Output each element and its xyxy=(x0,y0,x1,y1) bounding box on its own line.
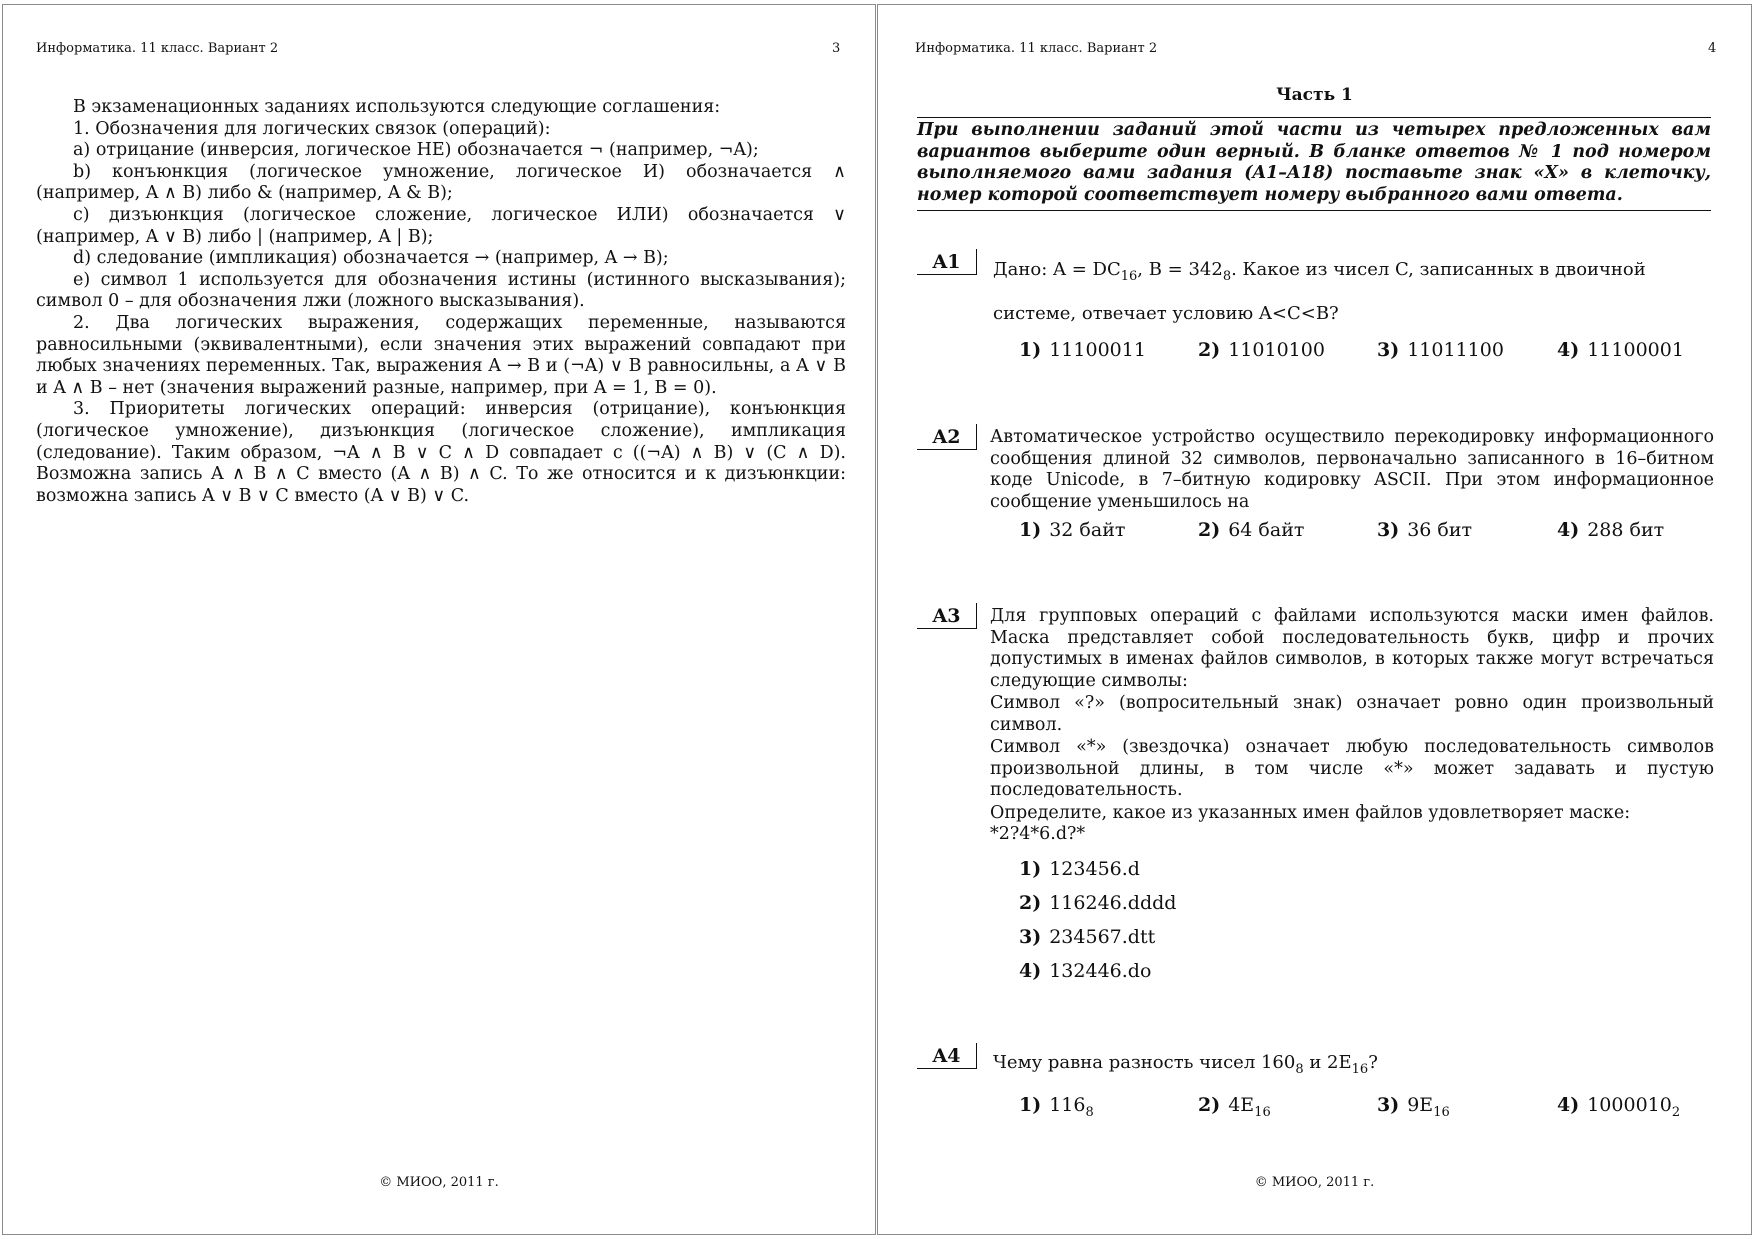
a3-paragraph: Символ «*» (звездочка) означает любую последовательность символов произвольной длины, в том числе «*» может задавать и пустую последовательность. xyxy=(990,737,1714,800)
a4-part: Чему равна разность чисел 160 xyxy=(993,1052,1296,1073)
option-text: 1000010 xyxy=(1587,1094,1672,1116)
option-text: 116 xyxy=(1049,1094,1086,1116)
page-footer: © МИОО, 2011 г. xyxy=(1254,1175,1375,1190)
page-header: Информатика. 11 класс. Вариант 2 xyxy=(915,41,1158,56)
question-label-a3: A3 xyxy=(917,603,977,629)
a3-paragraph: Символ «?» (вопросительный знак) означает ровно один произвольный символ. xyxy=(990,693,1714,735)
a1-part: , B = 342 xyxy=(1137,259,1223,280)
a4-part: ? xyxy=(1368,1052,1378,1073)
question-a1-text-line2: системе, отвечает условию A<C<B? xyxy=(993,303,1339,324)
answer-option[interactable] xyxy=(1557,1094,1681,1120)
part-instructions: При выполнении заданий этой части из четырех предложенных вам вариантов выберите один верный. В бланке ответов № 1 под номером выполняемого вами задания (A1–A18) поставьте знак «X» в клеточку, номер которой соответствует номеру выбранного вами ответа. xyxy=(917,117,1711,211)
right-page xyxy=(877,4,1752,1235)
option-number: 3) xyxy=(1377,1094,1400,1116)
question-label-a1: A1 xyxy=(917,249,977,275)
option-text: 288 бит xyxy=(1587,519,1665,541)
question-a1-text xyxy=(993,259,1711,284)
answer-option[interactable] xyxy=(1377,339,1504,361)
paragraph: 2. Два логических выражения, содержащих переменные, называются равносильными (эквивалентными), если значения этих выражений совпадают при любых значениях переменных. Так, выражения A → B и (¬A) ∨ B равносильны, а A ∨ B и A ∧ B – нет (значения выражений разные, например, при A = 1, B = 0). xyxy=(36,312,846,398)
question-label-a4: A4 xyxy=(917,1043,977,1069)
option-subscript: 16 xyxy=(1254,1105,1271,1120)
option-text: 11011100 xyxy=(1407,339,1504,361)
answer-option[interactable] xyxy=(1019,960,1151,982)
option-text: 11010100 xyxy=(1228,339,1325,361)
paragraph: e) символ 1 используется для обозначения истины (истинного высказывания); символ 0 – для обозначения лжи (ложного высказывания). xyxy=(36,269,846,312)
option-number: 4) xyxy=(1557,519,1580,541)
option-number: 1) xyxy=(1019,1094,1042,1116)
paragraph: b) конъюнкция (логическое умножение, логическое И) обозначается ∧ (например, A ∧ B) либо & (например, A & B); xyxy=(36,161,846,204)
option-text: 132446.do xyxy=(1049,960,1152,982)
option-number: 1) xyxy=(1019,519,1042,541)
answer-option[interactable] xyxy=(1019,892,1176,914)
a4-sub: 8 xyxy=(1295,1062,1304,1077)
option-number: 3) xyxy=(1377,519,1400,541)
page-number: 3 xyxy=(832,41,841,56)
page-number: 4 xyxy=(1708,41,1717,56)
option-text: 64 байт xyxy=(1228,519,1305,541)
answer-option[interactable] xyxy=(1198,519,1304,541)
option-number: 1) xyxy=(1019,858,1042,880)
option-number: 3) xyxy=(1377,339,1400,361)
answer-option[interactable] xyxy=(1019,339,1146,361)
option-text: 11100001 xyxy=(1587,339,1684,361)
answer-option[interactable] xyxy=(1557,519,1664,541)
conventions-text xyxy=(36,97,846,507)
a1-part: . Какое из чисел C, записанных в двоичной xyxy=(1231,259,1646,280)
option-text: 116246.dddd xyxy=(1049,892,1177,914)
question-a4-text xyxy=(993,1052,1711,1077)
a4-part: и 2E xyxy=(1303,1052,1352,1073)
option-subscript: 16 xyxy=(1433,1105,1450,1120)
answer-option[interactable] xyxy=(1557,339,1684,361)
answer-option[interactable] xyxy=(1019,1094,1094,1120)
option-number: 4) xyxy=(1557,339,1580,361)
paragraph: c) дизъюнкция (логическое сложение, логическое ИЛИ) обозначается ∨ (например, A ∨ B) либо | (например, A | B); xyxy=(36,204,846,247)
paragraph: d) следование (импликация) обозначается → (например, A → B); xyxy=(73,248,669,269)
option-text: 234567.dtt xyxy=(1049,926,1156,948)
a1-sub: 8 xyxy=(1222,269,1232,284)
option-number: 2) xyxy=(1198,339,1221,361)
a3-paragraph: Для групповых операций с файлами используются маски имен файлов. Маска представляет собой последовательность букв, цифр и прочих допустимых в именах файлов символов, в которых также могут встречаться следующие символы: xyxy=(990,606,1714,691)
question-a2-text: Автоматическое устройство осуществило перекодировку информационного сообщения длиной 32 символов, первоначально записанного в 16–битном коде Unicode, в 7–битную кодировку ASCII. При этом информационное сообщение уменьшилось на xyxy=(990,427,1714,512)
a1-part: Дано: A = DC xyxy=(993,259,1121,280)
option-number: 2) xyxy=(1198,519,1221,541)
a1-sub: 16 xyxy=(1120,269,1138,284)
option-number: 4) xyxy=(1019,960,1042,982)
option-text: 32 байт xyxy=(1049,519,1126,541)
paragraph: В экзаменационных заданиях используются следующие соглашения: xyxy=(73,97,721,117)
question-a3-text xyxy=(990,606,1714,846)
answer-option[interactable] xyxy=(1019,519,1125,541)
option-number: 1) xyxy=(1019,339,1042,361)
option-number: 3) xyxy=(1019,926,1042,948)
left-page xyxy=(2,4,876,1235)
paragraph: 1. Обозначения для логических связок (операций): xyxy=(73,118,551,139)
answer-option[interactable] xyxy=(1019,858,1140,880)
part-title: Часть 1 xyxy=(1276,85,1353,105)
answer-option[interactable] xyxy=(1198,339,1325,361)
option-text: 11100011 xyxy=(1049,339,1146,361)
page-footer: © МИОО, 2011 г. xyxy=(379,1175,499,1190)
a4-sub: 16 xyxy=(1351,1062,1369,1077)
page-header: Информатика. 11 класс. Вариант 2 xyxy=(36,41,279,56)
option-subscript: 8 xyxy=(1085,1105,1094,1120)
answer-option[interactable] xyxy=(1377,519,1472,541)
a3-mask: *2?4*6.d?* xyxy=(990,824,1086,844)
answer-option[interactable] xyxy=(1377,1094,1450,1120)
option-number: 2) xyxy=(1019,892,1042,914)
option-text: 4E xyxy=(1228,1094,1255,1116)
question-label-a2: A2 xyxy=(917,424,977,450)
paragraph: 3. Приоритеты логических операций: инверсия (отрицание), конъюнкция (логическое умножение), дизъюнкция (логическое сложение), импликация (следование). Таким образом, ¬A ∧ B ∨ C ∧ D совпадает с ((¬A) ∧ B) ∨ (C ∧ D). Возможна запись A ∧ B ∧ C вместо (A ∧ B) ∧ C. То же относится и к дизъюнкции: возможна запись A ∨ B ∨ C вместо (A ∨ B) ∨ C. xyxy=(36,399,846,506)
option-text: 9E xyxy=(1407,1094,1434,1116)
option-number: 2) xyxy=(1198,1094,1221,1116)
paragraph: a) отрицание (инверсия, логическое НЕ) обозначается ¬ (например, ¬A); xyxy=(73,140,759,161)
option-subscript: 2 xyxy=(1671,1105,1681,1120)
option-number: 4) xyxy=(1557,1094,1580,1116)
a3-paragraph: Определите, какое из указанных имен файлов удовлетворяет маске: xyxy=(990,802,1631,823)
answer-option[interactable] xyxy=(1019,926,1155,948)
option-text: 123456.d xyxy=(1049,858,1140,880)
option-text: 36 бит xyxy=(1407,519,1473,541)
answer-option[interactable] xyxy=(1198,1094,1271,1120)
